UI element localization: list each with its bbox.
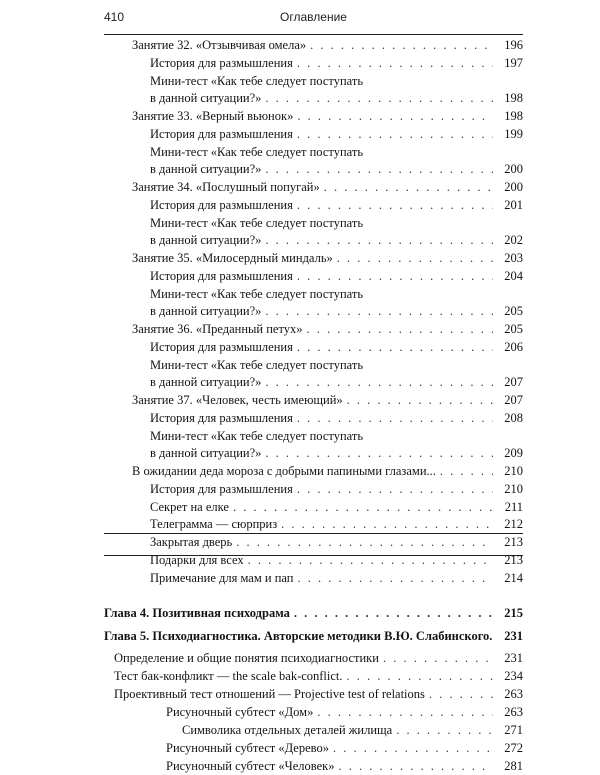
toc-entry-title: Занятие 35. «Милосердный миндаль» [132,251,333,265]
toc-entry [104,569,523,587]
toc-chapter-entry [104,604,523,622]
dot-leader [324,178,493,196]
toc-chapter-entry [104,627,523,645]
toc-page-number: 212 [504,517,523,531]
toc-page-number: 202 [504,233,523,247]
toc-entry-title: Занятие 32. «Отзывчивая омела» [132,38,307,52]
toc-entry-title: в данной ситуации?» [150,162,262,176]
toc-entry [104,739,523,757]
toc-entry-title: Глава 5. Психодиагностика. Авторские методики В.Ю. Слабинского. [104,629,493,643]
toc-entry-title: в данной ситуации?» [150,91,262,105]
toc-page-number: 197 [504,56,523,70]
toc-page-number: 210 [504,464,523,478]
dot-leader [297,569,493,587]
dot-leader [265,89,493,107]
toc-page-number: 215 [504,606,523,620]
toc-entry-title: Закрытая дверь [150,535,233,549]
toc-entry [104,302,523,320]
dot-leader [429,685,493,703]
toc-entry-title: Примечание для мам и пап [150,571,294,585]
toc-entry-title: Мини-тест «Как тебе следует поступать [150,358,364,372]
toc-entry [104,498,523,516]
toc-page-number: 272 [504,741,523,755]
dot-leader [265,444,493,462]
toc-page-number: 231 [504,651,523,665]
toc-entry [104,515,523,533]
toc-entry [104,196,523,214]
dot-leader [297,125,493,143]
dot-leader [347,667,493,685]
toc-entry [104,480,523,498]
toc-entry [104,231,523,249]
toc-entry [104,667,523,685]
dot-leader [265,160,493,178]
toc-entry-title: Мини-тест «Как тебе следует поступать [150,216,364,230]
toc-entry [104,143,523,161]
dot-leader [248,551,493,569]
toc-entry-title: Мини-тест «Как тебе следует поступать [150,74,364,88]
toc-entry-title: Проективный тест отношений — Projective test of relations [114,687,425,701]
toc-entry-title: в данной ситуации?» [150,304,262,318]
toc-page-number: 205 [504,304,523,318]
toc-entry [104,214,523,232]
dot-leader [338,757,493,775]
toc-entry-title: в данной ситуации?» [150,233,262,247]
toc-entry-title: Занятие 34. «Послушный попугай» [132,180,320,194]
dot-leader [440,462,493,480]
dot-leader [233,498,493,516]
toc-page-number: 200 [504,180,523,194]
page-number: 410 [104,10,125,24]
dot-leader [297,107,493,125]
dot-leader [297,267,493,285]
toc-entry-title: В ожидании деда мороза с добрыми папиными глазами... [132,464,436,478]
dot-leader [236,533,493,551]
toc-entry-title: в данной ситуации?» [150,375,262,389]
toc-entry [104,533,523,551]
toc-page-number: 200 [504,162,523,176]
toc-entry-title: Занятие 37. «Человек, честь имеющий» [132,393,343,407]
toc-entry-title: История для размышления [150,482,293,496]
toc-page-number: 234 [504,669,523,683]
dot-leader [265,231,493,249]
toc-page-number: 263 [504,705,523,719]
toc-entry-title: История для размышления [150,411,293,425]
dot-leader [396,721,493,739]
toc-entry [104,54,523,72]
dot-leader [383,649,493,667]
dot-leader [297,196,493,214]
running-header [104,8,523,28]
toc-entry-title: История для размышления [150,198,293,212]
dot-leader [347,391,493,409]
toc-page-number: 210 [504,482,523,496]
toc-entry-title: Секрет на елке [150,500,229,514]
toc-entry [104,462,523,480]
toc-page-number: 214 [504,571,523,585]
toc-entry [104,444,523,462]
toc-page-number: 198 [504,91,523,105]
toc-page-number: 207 [504,375,523,389]
toc-entry [104,160,523,178]
toc-entry [104,409,523,427]
toc-entry-title: Подарки для всех [150,553,244,567]
toc-entry-title: История для размышления [150,269,293,283]
toc-entry [104,721,523,739]
dot-leader [333,739,493,757]
toc-entry-title: Определение и общие понятия психодиагностики [114,651,379,665]
toc-entry-title: Мини-тест «Как тебе следует поступать [150,145,364,159]
toc-entry [104,36,523,54]
toc-page-number: 231 [504,629,523,643]
dot-leader [297,338,493,356]
toc-entry-title: История для размышления [150,127,293,141]
toc-page-number: 203 [504,251,523,265]
toc-entry [104,320,523,338]
dot-leader [337,249,493,267]
toc-entry-title: Рисуночный субтест «Дом» [166,705,314,719]
toc-page-number: 204 [504,269,523,283]
header-rule [104,34,523,35]
toc-entry [104,267,523,285]
toc-entry-title: Тест бак-конфликт — the scale bak-conflict. [114,669,343,683]
header-title: Оглавление [280,10,347,24]
toc-page-number: 271 [504,723,523,737]
toc-entry-title: Рисуночный субтест «Человек» [166,759,335,773]
toc-entry-title: в данной ситуации?» [150,446,262,460]
toc-entry-title: Рисуночный субтест «Дерево» [166,741,329,755]
toc-page-number: 208 [504,411,523,425]
toc-entry [104,89,523,107]
dot-leader [297,54,493,72]
toc-entry-title: Мини-тест «Как тебе следует поступать [150,429,364,443]
dot-leader [265,373,493,391]
toc-entry [104,427,523,445]
toc-page-number: 198 [504,109,523,123]
toc-entry [104,249,523,267]
toc-entry-title: Занятие 33. «Верный вьюнок» [132,109,294,123]
toc-entry [104,285,523,303]
toc-entry-title: Занятие 36. «Преданный петух» [132,322,303,336]
toc-entry [104,178,523,196]
toc-page-number: 209 [504,446,523,460]
dot-leader [310,36,493,54]
toc-page-number: 281 [504,759,523,773]
toc-entry-title: История для размышления [150,56,293,70]
toc-entry [104,107,523,125]
toc-page-number: 213 [504,535,523,549]
toc-entry-title: Символика отдельных деталей жилища [182,723,393,737]
toc-entry-title: Глава 4. Позитивная психодрама [104,606,290,620]
toc-entry [104,72,523,90]
toc-page-number: 263 [504,687,523,701]
dot-leader [307,320,493,338]
toc-page-number: 201 [504,198,523,212]
dot-leader [281,515,493,533]
toc-entry [104,551,523,569]
toc-entry [104,338,523,356]
toc-page-number: 205 [504,322,523,336]
toc-page-number: 207 [504,393,523,407]
toc-entry [104,703,523,721]
toc-entry [104,373,523,391]
toc-entry [104,391,523,409]
toc-entry-title: Мини-тест «Как тебе следует поступать [150,287,364,301]
toc-entry-title: Телеграмма — сюрприз [150,517,278,531]
toc-entry [104,757,523,775]
toc-page-number: 196 [504,38,523,52]
toc-page-number: 213 [504,553,523,567]
toc-entry [104,125,523,143]
toc-page-number: 206 [504,340,523,354]
dot-leader [294,604,493,622]
dot-leader [317,703,493,721]
toc-entry [104,649,523,667]
toc-entry [104,356,523,374]
toc-entry [104,685,523,703]
dot-leader [265,302,493,320]
toc-entry-title: История для размышления [150,340,293,354]
toc-page-number: 211 [504,500,523,514]
toc-page-number: 199 [504,127,523,141]
dot-leader [297,409,493,427]
dot-leader [297,480,493,498]
